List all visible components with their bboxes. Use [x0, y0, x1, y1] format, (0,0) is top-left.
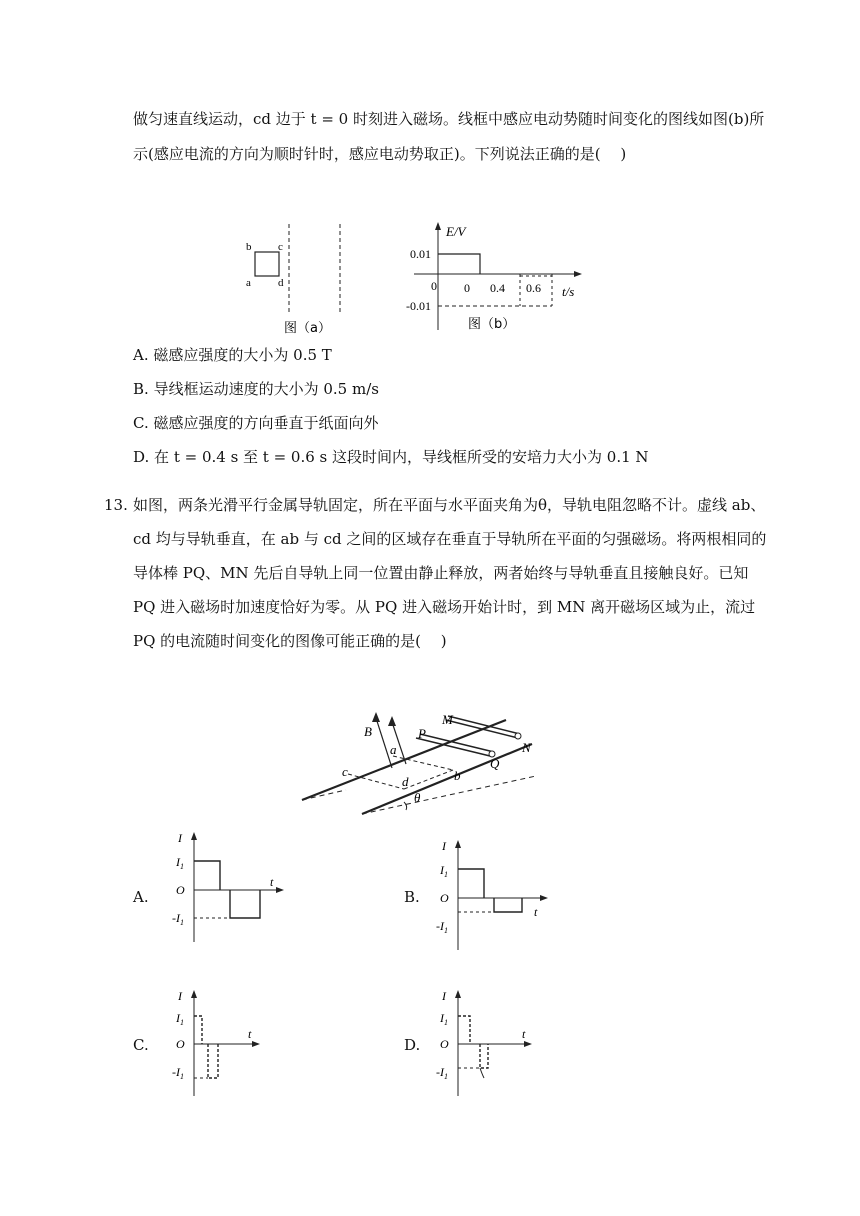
- graph-a-neg: [172, 911, 184, 927]
- q12-figure-a: [240, 220, 350, 340]
- neg-main: -I: [172, 1065, 180, 1079]
- i1-main: I: [440, 1011, 444, 1025]
- graph-d-neg: [436, 1065, 448, 1081]
- option-letter: A.: [133, 346, 149, 364]
- option-text: 磁感应强度的大小为 0.5 T: [153, 346, 332, 364]
- fig-b-tick-y-neg: -0.01: [406, 299, 431, 313]
- fig-b-tick-x-04: 0.4: [490, 281, 505, 295]
- neg-sub: 1: [444, 1072, 448, 1081]
- i1-sub: 1: [180, 862, 184, 871]
- fig-a-label-c: c: [278, 241, 283, 253]
- option-text: 磁感应强度的方向垂直于纸面向外: [153, 414, 379, 432]
- graph-a-origin: O: [176, 883, 185, 897]
- neg-sub: 1: [180, 918, 184, 927]
- neg-main: -I: [436, 919, 444, 933]
- q13-number: 13.: [104, 496, 128, 514]
- option-letter: C.: [133, 414, 149, 432]
- graph-d-xlabel: t: [522, 1027, 526, 1041]
- q13-rails-figure: [296, 706, 546, 818]
- fig-b-tick-y-pos: 0.01: [410, 247, 431, 261]
- label-a: a: [390, 742, 397, 757]
- i1-sub: 1: [180, 1018, 184, 1027]
- option-text: 导线框运动速度的大小为 0.5 m/s: [153, 380, 379, 398]
- q13-line-3: 导体棒 PQ、MN 先后自导轨上同一位置由静止释放，两者始终与导轨垂直且接触良好。已知: [133, 564, 749, 582]
- label-B: B: [364, 724, 372, 739]
- q13-graph-c[interactable]: [168, 986, 268, 1100]
- graph-b-origin: O: [440, 891, 449, 905]
- fig-a-caption: 图（a）: [284, 321, 331, 336]
- graph-c-ylabel: I: [178, 989, 182, 1003]
- label-Q: Q: [490, 756, 500, 771]
- q13-graph-a[interactable]: [168, 828, 288, 946]
- graph-c-neg: [172, 1065, 184, 1081]
- graph-b-xlabel: t: [534, 905, 538, 919]
- neg-sub: 1: [444, 926, 448, 935]
- label-d: d: [402, 774, 409, 789]
- q13-graph-d[interactable]: [432, 986, 542, 1100]
- q12-figure-b: [400, 218, 600, 340]
- q13-line-4: PQ 进入磁场时加速度恰好为零。从 PQ 进入磁场开始计时，到 MN 离开磁场区域为止，流过: [133, 598, 756, 616]
- fig-b-xlabel: t/s: [562, 284, 575, 299]
- i1-main: I: [176, 1011, 180, 1025]
- graph-a-xlabel: t: [270, 875, 274, 889]
- q13-option-a-label[interactable]: A.: [133, 888, 149, 906]
- q13-option-b-label[interactable]: B.: [404, 888, 420, 906]
- graph-c-xlabel: t: [248, 1027, 252, 1041]
- label-N: N: [522, 740, 531, 755]
- label-P: P: [418, 726, 426, 741]
- q13-option-d-label[interactable]: D.: [404, 1036, 421, 1054]
- label-theta: θ: [414, 790, 421, 805]
- q12-option-c[interactable]: [133, 412, 379, 434]
- option-letter: D.: [133, 448, 150, 466]
- graph-b-i1: [439, 863, 448, 879]
- q12-option-a[interactable]: [133, 344, 332, 366]
- q13-line-1: 如图，两条光滑平行金属导轨固定，所在平面与水平面夹角为θ，导轨电阻忽略不计。虚线 ab、: [133, 496, 766, 514]
- label-b: b: [454, 768, 461, 783]
- q13-option-c-label[interactable]: C.: [133, 1036, 149, 1054]
- fig-b-tick-x-0a: 0: [431, 279, 437, 293]
- graph-d-i1: [439, 1011, 448, 1027]
- i1-main: I: [440, 863, 444, 877]
- neg-main: -I: [172, 911, 180, 925]
- graph-a-ylabel: I: [178, 831, 182, 845]
- option-text: 在 t = 0.4 s 至 t = 0.6 s 这段时间内，导线框所受的安培力大小为 0.1 N: [154, 448, 649, 466]
- fig-a-label-a: a: [246, 277, 251, 289]
- fig-b-ylabel: E/V: [446, 224, 466, 239]
- option-letter: B.: [133, 380, 149, 398]
- fig-b-tick-x-0b: 0: [464, 281, 470, 295]
- q12-line-2: 示(感应电流的方向为顺时针时，感应电动势取正)。下列说法正确的是( ): [133, 145, 627, 163]
- q12-option-b[interactable]: [133, 378, 379, 400]
- label-M: M: [442, 712, 453, 727]
- fig-a-label-d: d: [278, 277, 284, 289]
- graph-d-origin: O: [440, 1037, 449, 1051]
- q12-line-1: 做匀速直线运动，cd 边于 t = 0 时刻进入磁场。线框中感应电动势随时间变化的图线如图(b)所: [133, 110, 765, 128]
- graph-b-neg: [436, 919, 448, 935]
- neg-sub: 1: [180, 1072, 184, 1081]
- q13-line-2: cd 均与导轨垂直，在 ab 与 cd 之间的区域存在垂直于导轨所在平面的匀强磁场。将两根相同的: [133, 530, 767, 548]
- graph-d-ylabel: I: [442, 989, 446, 1003]
- graph-c-origin: O: [176, 1037, 185, 1051]
- graph-c-i1: [175, 1011, 184, 1027]
- i1-sub: 1: [444, 1018, 448, 1027]
- graph-a-i1: [175, 855, 184, 871]
- label-c: c: [342, 764, 348, 779]
- q13-line-5: PQ 的电流随时间变化的图像可能正确的是( ): [133, 632, 447, 650]
- fig-b-caption: 图（b）: [468, 317, 516, 332]
- fig-a-label-b: b: [246, 241, 252, 253]
- graph-b-ylabel: I: [442, 839, 446, 853]
- i1-sub: 1: [444, 870, 448, 879]
- q12-option-d[interactable]: [133, 446, 649, 468]
- neg-main: -I: [436, 1065, 444, 1079]
- fig-b-tick-x-06: 0.6: [526, 281, 541, 295]
- i1-main: I: [176, 855, 180, 869]
- q13-graph-b[interactable]: [432, 836, 552, 954]
